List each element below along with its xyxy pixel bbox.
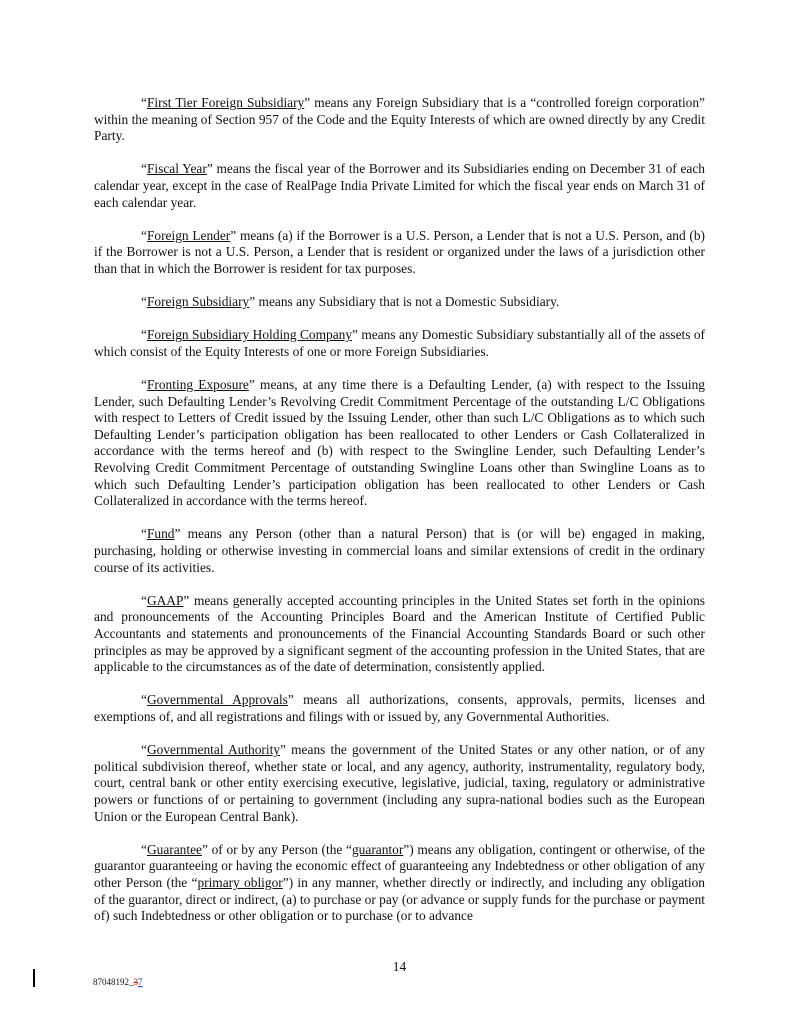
definition-text: ” means any Foreign Subsidiary that is a “controlled foreign corporation” within the meaning of Section 957 of the Code and the Equity Interests of which are owned directly by any Credit Party. [94, 95, 705, 144]
defined-term: GAAP [146, 592, 184, 608]
definition-text: ” means any Person (other than a natural Person) that is (or will be) engaged in making, purchasing, holding or otherwise investing in commercial loans and similar extensions of credit in the ordinary course of its activities. [94, 526, 705, 575]
defined-term: Governmental Authority [146, 742, 281, 758]
defined-term: Guarantee [146, 841, 202, 857]
definition-text: ” means the government of the United States or any other nation, or of any political subdivision thereof, whether state or local, and any agency, authority, instrumentality, regulatory body, court, central bank or other entity exercising executive, legislative, judicial, taxing, regulatory or administrative powers or functions of or pertaining to government (including any supra-national bodies such as the European Union or the European Central Bank). [94, 742, 706, 824]
definition-text: ” means generally accepted accounting principles in the United States set forth in the opinions and pronouncements of the Accounting Principles Board and the American Institute of Certified Public Accountants and statements and pronouncements of the Financial Accounting Standards Board or such other principles as may be approved by a significant segment of the accounting profession in the United States, that are applicable to the circumstances as of the date of determination, consistently applied. [94, 592, 705, 675]
definition-paragraph: “Foreign Lender” means (a) if the Borrower is a U.S. Person, a Lender that is not a U.S. Person, and (b) if the Borrower is not a U.S. Person, a Lender that is resident or organized under the laws of a jurisdiction other than that in which the Borrower is resident for tax purposes. [94, 227, 705, 276]
definition-paragraph: “Foreign Subsidiary” means any Subsidiary that is not a Domestic Subsidiary. [141, 294, 560, 310]
document-id-deleted: 3 [133, 977, 138, 987]
definition-text: ” means any Subsidiary that is not a Domestic Subsidiary. [249, 294, 560, 310]
definition-paragraph: “Governmental Approvals” means all authorizations, consents, approvals, permits, licenses and exemptions of, and all registrations and filings with or issued by, any Governmental Authorities. [94, 692, 705, 724]
defined-term: primary obligor [197, 874, 283, 890]
defined-term: Foreign Subsidiary [146, 294, 250, 310]
defined-term: Foreign Subsidiary Holding Company [146, 327, 353, 343]
definition-paragraph: “First Tier Foreign Subsidiary” means any Foreign Subsidiary that is a “controlled foreign corporation” within the meaning of Section 957 of the Code and the Equity Interests of which are owned directly by any Credit Party. [94, 95, 705, 144]
definition-paragraph: “Foreign Subsidiary Holding Company” means any Domestic Subsidiary substantially all of the assets of which consist of the Equity Interests of one or more Foreign Subsidiaries. [94, 327, 705, 359]
definition-text: ” means, at any time there is a Defaulting Lender, (a) with respect to the Issuing Lender, such Defaulting Lender’s Revolving Credit Commitment Percentage of the outstanding L/C Obligations with respect to Letters of Credit issued by the Issuing Lender, other than such L/C Obligations as to which such Defaulting Lender’s participation obligation has been reallocated to other Lenders or Cash Collateralized in accordance with the terms hereof and (b) with respect to the Swingline Lender, such Defaulting Lender’s Revolving Credit Commitment Percentage of outstanding Swingline Loans other than Swingline Loans as to which such Defaulting Lender’s participation obligation has been reallocated to other Lenders or Cash Collateralized in accordance with the terms hereof. [94, 377, 705, 509]
defined-term: guarantor [351, 841, 404, 857]
definition-paragraph: “GAAP” means generally accepted accounting principles in the United States set forth in the opinions and pronouncements of the Accounting Principles Board and the American Institute of Certified Public Accountants and statements and pronouncements of the Financial Accounting Standards Board or such other principles as may be approved by a significant segment of the accounting profession in the United States, that are applicable to the circumstances as of the date of determination, consistently applied. [94, 592, 705, 675]
definition-paragraph: “Fiscal Year” means the fiscal year of the Borrower and its Subsidiaries ending on December 31 of each calendar year, except in the case of RealPage India Private Limited for which the fiscal year ends on March 31 of each calendar year. [94, 161, 706, 210]
definition-text: ”) means any obligation, contingent or otherwise, of the guarantor guaranteeing or having the economic effect of guaranteeing any Indebtedness or other obligation of any other Person (the “ [94, 841, 705, 890]
definition-text: ”) in any manner, whether directly or indirectly, and including any obligation of the guarantor, direct or indirect, (a) to purchase or pay (or advance or supply funds for the purchase or payment of) such Indebtedness or other obligation or to purchase (or to advance [94, 874, 705, 924]
revision-bar [33, 969, 35, 987]
definition-text: ” of or by any Person (the “ [201, 841, 352, 857]
definition-paragraph: “Guarantee” of or by any Person (the “guarantor”) means any obligation, contingent or otherwise, of the guarantor guaranteeing or having the economic effect of guaranteeing any Indebtedness or other obligation of any other Person (the “primary obligor”) in any manner, whether directly or indirectly, and including any obligation of the guarantor, direct or indirect, (a) to purchase or pay (or advance or supply funds for the purchase or payment of) such Indebtedness or other obligation or to purchase (or to advance [94, 841, 705, 924]
definition-paragraph: “Fund” means any Person (other than a natural Person) that is (or will be) engaged in making, purchasing, holding or otherwise investing in commercial loans and similar extensions of credit in the ordinary course of its activities. [94, 526, 705, 575]
definition-text: ” means all authorizations, consents, approvals, permits, licenses and exemptions of, and all registrations and filings with or issued by, any Governmental Authorities. [94, 692, 705, 724]
definition-paragraph: “Governmental Authority” means the government of the United States or any other nation, or of any political subdivision thereof, whether state or local, and any agency, authority, instrumentality, regulatory body, court, central bank or other entity exercising executive, legislative, judicial, taxing, regulatory or administrative powers or functions of or pertaining to government (including any supra-national bodies such as the European Union or the European Central Bank). [94, 742, 706, 824]
definitions-section [94, 95, 705, 941]
definition-text: ” means the fiscal year of the Borrower and its Subsidiaries ending on December 31 of each calendar year, except in the case of RealPage India Private Limited for which the fiscal year ends on March 31 of each calendar year. [94, 161, 706, 210]
page-number: 14 [392, 959, 407, 974]
defined-term: Fronting Exposure [146, 377, 249, 393]
defined-term: Foreign Lender [146, 227, 231, 243]
defined-term: First Tier Foreign Subsidiary [146, 95, 305, 110]
defined-term: Governmental Approvals [146, 692, 288, 708]
definition-text: ” means (a) if the Borrower is a U.S. Person, a Lender that is not a U.S. Person, and (b) if the Borrower is not a U.S. Person, a Lender that is resident or organized under the laws of a jurisdiction other than that in which the Borrower is resident for tax purposes. [94, 227, 705, 276]
defined-term: Fund [146, 526, 175, 542]
document-id [93, 977, 143, 988]
definition-text: ” means any Domestic Subsidiary substantially all of the assets of which consist of the Equity Interests of one or more Foreign Subsidiaries. [94, 327, 705, 359]
definition-paragraph: “Fronting Exposure” means, at any time there is a Defaulting Lender, (a) with respect to the Issuing Lender, such Defaulting Lender’s Revolving Credit Commitment Percentage of the outstanding L/C Obligations with respect to Letters of Credit issued by the Issuing Lender, other than such L/C Obligations as to which such Defaulting Lender’s participation obligation has been reallocated to other Lenders or Cash Collateralized in accordance with the terms hereof and (b) with respect to the Swingline Lender, such Defaulting Lender’s Revolving Credit Commitment Percentage of outstanding Swingline Loans other than Swingline Loans as to which such Defaulting Lender’s participation obligation has been reallocated to other Lenders or Cash Collateralized in accordance with the terms hereof. [94, 377, 705, 509]
defined-term: Fiscal Year [146, 161, 207, 177]
document-id-base: 87048192_ [93, 977, 134, 987]
document-id-inserted: 7 [138, 977, 143, 987]
